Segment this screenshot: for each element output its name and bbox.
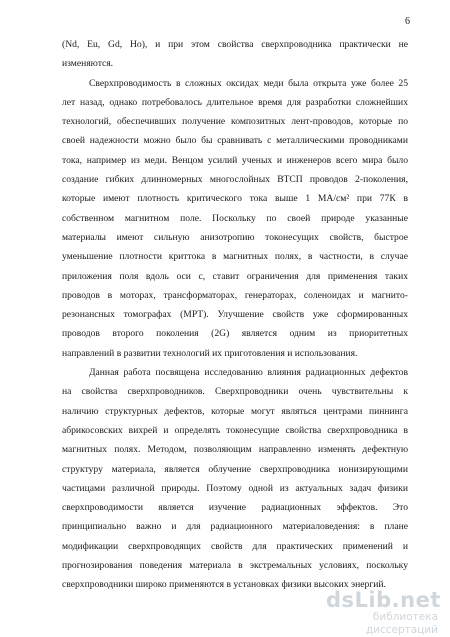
text-line: прогнозирования поведения материала в экстремальных условиях, поскольку (62, 560, 408, 572)
text-line: принципиально важно и для радиационного материаловедения: в плане (62, 521, 408, 533)
text-line: структуру материала, является облучение сверхпроводника ионизирующими (62, 463, 408, 475)
text-line: сверхпроводимости является изучение радиационных эффектов. Это (62, 502, 408, 514)
text-line: частицами различной природы. Поэтому одной из актуальных задач физики (62, 482, 408, 494)
text-line: проводов в моторах, трансформаторах, генераторах, соленоидах и магнито- (62, 289, 408, 301)
page-number: 6 (405, 16, 410, 27)
text-line: материалы имеют сильную анизотропию токонесущих свойств, быстрое (62, 231, 408, 243)
text-line: лет назад, однако потребовалось длительное время для разработки сложнейших (62, 96, 408, 108)
text-line: (Nd, Eu, Gd, Ho), и при этом свойства сверхпроводника практически не (62, 39, 408, 50)
text-line: абрикосовских вихрей и определять токонесущие свойства сверхпроводника в (62, 424, 408, 436)
text-line: собственном магнитном поле. Поскольку по своей природе указанные (62, 212, 408, 224)
text-line: проводов второго поколения (2G) является одним из приоритетных (62, 328, 408, 340)
text-line: на свойства сверхпроводников. Сверхпроводники очень чувствительны к (62, 386, 408, 398)
text-line: наличию структурных дефектов, которые могут являться центрами пиннинга (62, 405, 408, 417)
text-line: модификации сверхпроводящих свойств для практических применений и (62, 540, 408, 552)
text-line: изменяются. (62, 58, 114, 70)
watermark-subtitle: библиотека диссертаций (365, 611, 438, 636)
body-text (62, 35, 408, 595)
text-line: сверхпроводники широко применяются в установках физики высоких энергий. (62, 579, 386, 591)
text-line: которые имеют плотность критического тока выше 1 MA/см² при 77К в (62, 193, 408, 205)
text-line: Данная работа посвящена исследованию влияния радиационных дефектов (89, 367, 408, 379)
text-line: направлений в развитии технологий их приготовления и использования. (62, 347, 358, 359)
text-line: уменьшение плотности криттока в магнитных полях, в частности, в случае (62, 251, 408, 263)
text-line: приложения поля вдоль оси c, ставит ограничения для применения таких (62, 270, 408, 282)
text-line: Сверхпроводимость в сложных оксидах меди была открыта уже более 25 (89, 77, 408, 89)
text-line: своей надежности можно было бы сравнивать с металлическими проводниками (62, 135, 408, 147)
text-line: создание гибких длинномерных многослойных ВТСП проводов 2-поколения, (62, 174, 408, 186)
text-line: тока, например из меди. Венцом усилий ученых и инженеров всего мира было (62, 154, 408, 166)
watermark-logo: dsLib.net (326, 588, 441, 612)
text-line: резонансных томографах (МРТ). Улучшение свойств уже сформированных (62, 309, 408, 321)
watermark (326, 588, 441, 636)
text-line: магнитных полях. Методом, позволяющим направленно изменять дефектную (62, 444, 408, 456)
text-line: технологий, обеспечивших получение композитных лент-проводов, которые по (62, 116, 408, 128)
